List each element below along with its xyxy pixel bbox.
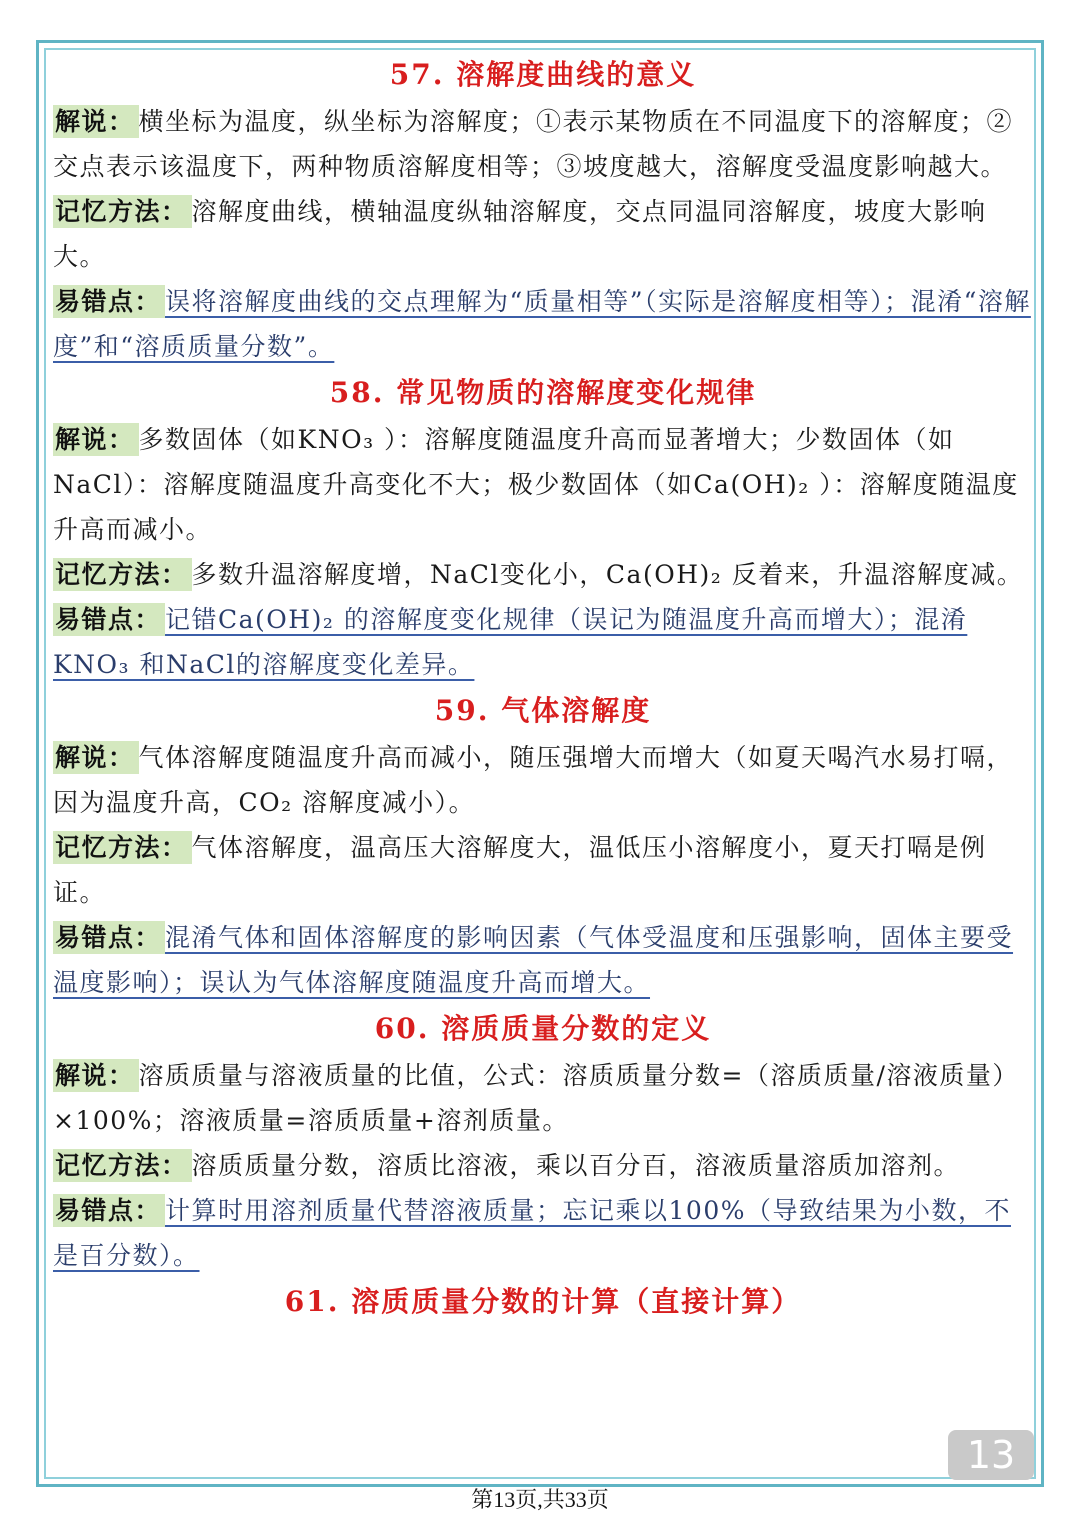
section-59 <box>53 687 1033 1005</box>
error-paragraph <box>53 1188 1033 1278</box>
content <box>53 51 1033 1326</box>
section-60 <box>53 1005 1033 1278</box>
memory-paragraph <box>53 189 1033 279</box>
explain-text: 横坐标为温度，纵坐标为溶解度；①表示某物质在不同温度下的溶解度；②交点表示该温度下，两种物质溶解度相等；③坡度越大，溶解度受温度影响越大。 <box>53 107 1014 181</box>
page-footer: 第13页,共33页 <box>471 1487 609 1512</box>
memory-label: 记忆方法： <box>53 558 192 591</box>
explain-label: 解说： <box>53 741 139 774</box>
explain-text: 多数固体（如KNO₃ ）：溶解度随温度升高而显著增大；少数固体（如NaCl）：溶解度随温度升高变化不大；极少数固体（如Ca(OH)₂ ）：溶解度随温度升高而减小。 <box>53 425 1019 544</box>
section-58 <box>53 369 1033 687</box>
memory-text: 气体溶解度，温高压大溶解度大，温低压小溶解度小，夏天打嗝是例证。 <box>53 833 987 907</box>
error-label: 易错点： <box>53 1194 165 1227</box>
error-text: 计算时用溶剂质量代替溶液质量；忘记乘以100%（导致结果为小数，不是百分数）。 <box>53 1196 1011 1270</box>
memory-text: 溶质质量分数，溶质比溶液，乘以百分百，溶液质量溶质加溶剂。 <box>191 1151 961 1180</box>
page-number-badge: 13 <box>948 1430 1034 1480</box>
next-section-title: 61. 溶质质量分数的计算（直接计算） <box>284 1285 802 1318</box>
memory-text: 溶解度曲线，横轴温度纵轴溶解度，交点同温同溶解度，坡度大影响大。 <box>53 197 987 271</box>
memory-text: 多数升温溶解度增，NaCl变化小，Ca(OH)₂ 反着来，升温溶解度减。 <box>191 560 1024 589</box>
section-title: 57. 溶解度曲线的意义 <box>389 58 697 91</box>
error-paragraph <box>53 279 1033 369</box>
memory-paragraph <box>53 552 1033 597</box>
error-label: 易错点： <box>53 285 165 318</box>
explain-text: 溶质质量与溶液质量的比值，公式：溶质质量分数=（溶质质量/溶液质量）×100%；溶液质量=溶质质量+溶剂质量。 <box>53 1061 1019 1135</box>
error-text: 记错Ca(OH)₂ 的溶解度变化规律（误记为随温度升高而增大）；混淆KNO₃ 和NaCl的溶解度变化差异。 <box>53 605 968 679</box>
explain-label: 解说： <box>53 1059 139 1092</box>
section-title: 58. 常见物质的溶解度变化规律 <box>329 376 757 409</box>
error-label: 易错点： <box>53 603 165 636</box>
memory-label: 记忆方法： <box>53 195 192 228</box>
explain-text: 气体溶解度随温度升高而减小，随压强增大而增大（如夏天喝汽水易打嗝，因为温度升高，CO₂ 溶解度减小）。 <box>53 743 1014 817</box>
error-label: 易错点： <box>53 921 165 954</box>
page-frame <box>36 40 1044 1487</box>
memory-label: 记忆方法： <box>53 831 192 864</box>
explain-paragraph <box>53 417 1033 552</box>
explain-label: 解说： <box>53 105 139 138</box>
error-paragraph <box>53 915 1033 1005</box>
section-title: 60. 溶质质量分数的定义 <box>374 1012 712 1045</box>
section-57 <box>53 51 1033 369</box>
explain-paragraph <box>53 99 1033 189</box>
memory-paragraph <box>53 825 1033 915</box>
error-text: 误将溶解度曲线的交点理解为“质量相等”（实际是溶解度相等）；混淆“溶解度”和“溶质质量分数”。 <box>53 287 1031 361</box>
error-text: 混淆气体和固体溶解度的影响因素（气体受温度和压强影响，固体主要受温度影响）；误认为气体溶解度随温度升高而增大。 <box>53 923 1014 997</box>
memory-label: 记忆方法： <box>53 1149 192 1182</box>
explain-paragraph <box>53 735 1033 825</box>
explain-paragraph <box>53 1053 1033 1143</box>
explain-label: 解说： <box>53 423 139 456</box>
section-title: 59. 气体溶解度 <box>434 694 652 727</box>
memory-paragraph <box>53 1143 1033 1188</box>
error-paragraph <box>53 597 1033 687</box>
